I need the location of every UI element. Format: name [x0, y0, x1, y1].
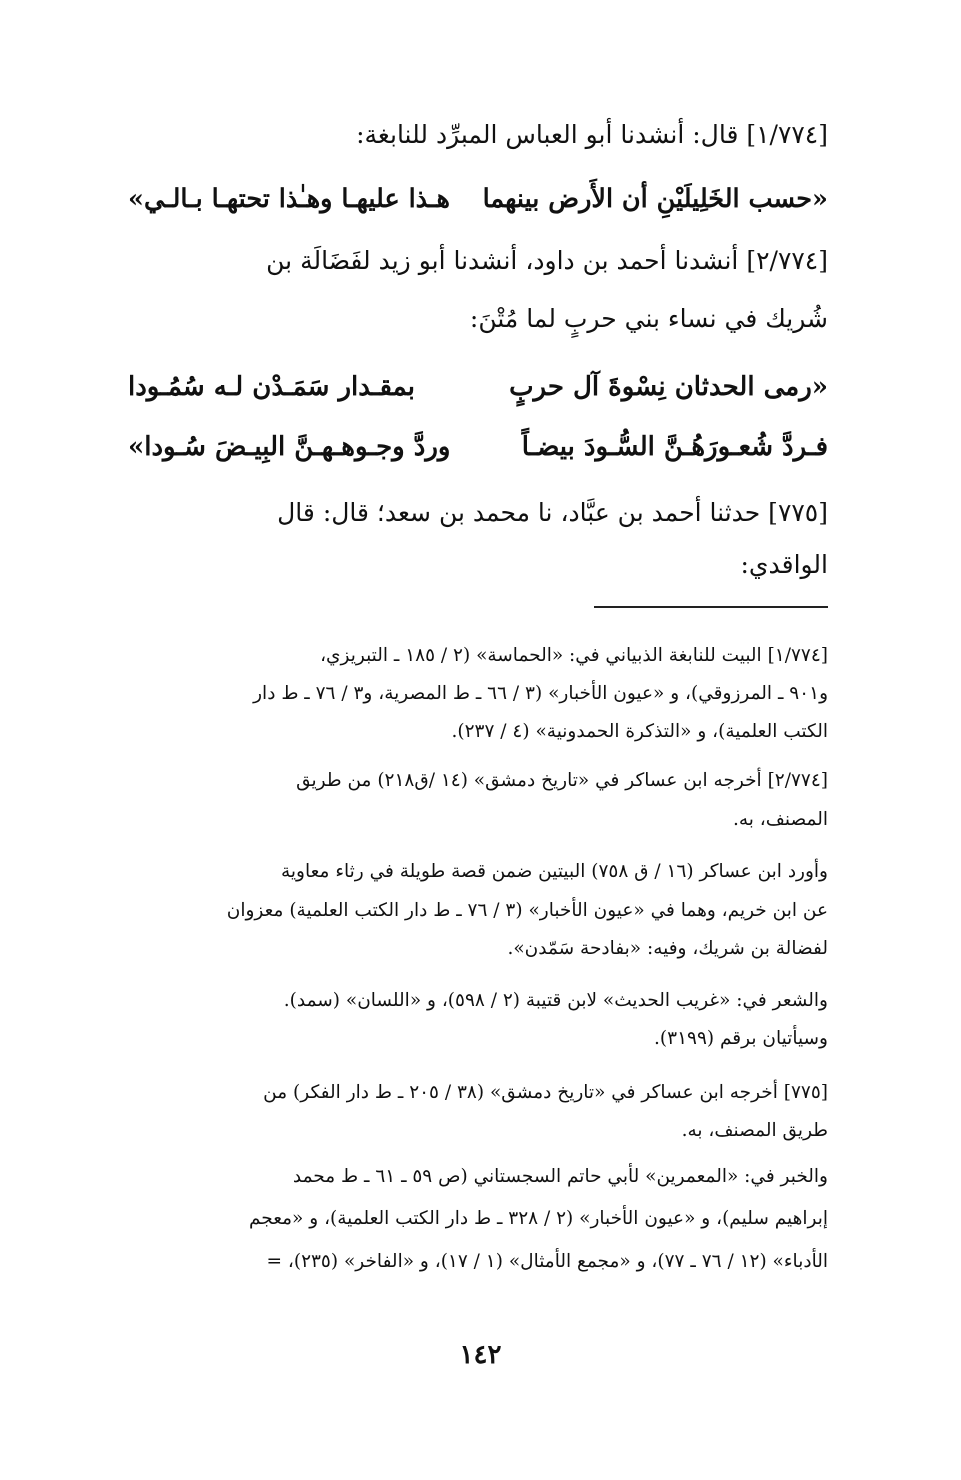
text-line-775-cont: الواقدي:: [740, 550, 828, 579]
footnote-line: طريق المصنف، به.: [681, 1120, 828, 1141]
footnote-line: و٩٠١ ـ المرزوقي)، و «عيون الأخبار» (٣ / ٦٦ ـ ط المصرية، و٣ / ٧٦ ـ ط دار: [253, 683, 828, 704]
footnote-line: الكتب العلمية)، و «التذكرة الحمدونية» (٤ / ٢٣٧).: [451, 721, 828, 742]
footnote-line: [٧٧٥] أخرجه ابن عساكر في «تاريخ دمشق» (٣٨ / ٢٠٥ ـ ط دار الفكر) من: [263, 1082, 828, 1103]
verse-hemistich-second: بمقـدار سَمَـدْن لـه سُمُـودا: [128, 372, 415, 402]
footnote-line: عن ابن خريم، وهما في «عيون الأخبار» (٣ / ٧٦ ـ ط دار الكتب العلمية) معزوان: [226, 900, 828, 921]
footnote-line: [٢/٧٧٤] أخرجه ابن عساكر في «تاريخ دمشق» (١٤ /ق٢١٨) من طريق: [296, 770, 828, 791]
verse-line-1: [128, 181, 828, 217]
text-line-775: [٧٧٥] حدثنا أحمد بن عبَّاد، نا محمد بن سعد؛ قال: قال: [277, 498, 828, 527]
footnote-line: الأدباء» (١٢ / ٧٦ ـ ٧٧)، و «مجمع الأمثال» (١ / ١٧)، و «الفاخر» (٢٣٥)، =: [266, 1251, 828, 1272]
verse-hemistich-first: فـردَّ شُعـورَهُـنَّ السُّـودَ بيضـاً: [521, 432, 828, 462]
text-line-774-1: [١/٧٧٤] قال: أنشدنا أبو العباس المبرِّد للنابغة:: [356, 120, 828, 149]
footnote-line: المصنف، به.: [732, 809, 828, 830]
footnote-line: [١/٧٧٤] البيت للنابغة الذبياني في: «الحماسة» (٢ / ١٨٥ ـ التبريزي،: [320, 645, 828, 666]
footnote-line: والخبر في: «المعمرين» لأبي حاتم السجستاني (ص ٥٩ ـ ٦١ ـ ط محمد: [292, 1166, 828, 1187]
verse-hemistich-second: هـذا عليهـا وهـٰذا تحتهـا بـالـي»: [128, 184, 450, 214]
verse-hemistich-first: «رمى الحدثان نِسْوةَ آل حربٍ: [509, 372, 828, 402]
verse-hemistich-second: وردَّ وجـوهـهـنَّ البِيـضَ سُـودا»: [128, 432, 451, 462]
text-line-774-2: [٢/٧٧٤] أنشدنا أحمد بن داود، أنشدنا أبو زيد لفَضَالَة بن: [266, 246, 828, 275]
footnote-line: والشعر في: «غريب الحديث» لابن قتيبة (٢ / ٥٩٨)، و «اللسان» (سمد).: [283, 990, 828, 1011]
text-line-774-2-cont: شُريك في نساء بني حربٍ لما مُتْنَ:: [469, 304, 828, 333]
footnote-line: وأورد ابن عساكر (١٦ / ق ٧٥٨) البيتين ضمن قصة طويلة في رثاء معاوية: [280, 861, 828, 882]
verse-hemistich-first: «حسب الخَلِيلَيْنِ أن الأَرض بينهما: [482, 184, 828, 214]
verse-line-3: [128, 429, 828, 465]
footnote-separator: [594, 606, 828, 608]
page-number: ١٤٢: [459, 1340, 502, 1370]
verse-line-2: [128, 369, 828, 405]
footnote-line: لفضالة بن شريك، وفيه: «بفادحة سَمّدن».: [507, 938, 828, 959]
footnote-line: وسيأتيان برقم (٣١٩٩).: [654, 1028, 828, 1049]
footnote-line: إبراهيم سليم)، و «عيون الأخبار» (٢ / ٣٢٨ ـ ط دار الكتب العلمية)، و «معجم: [248, 1208, 828, 1229]
